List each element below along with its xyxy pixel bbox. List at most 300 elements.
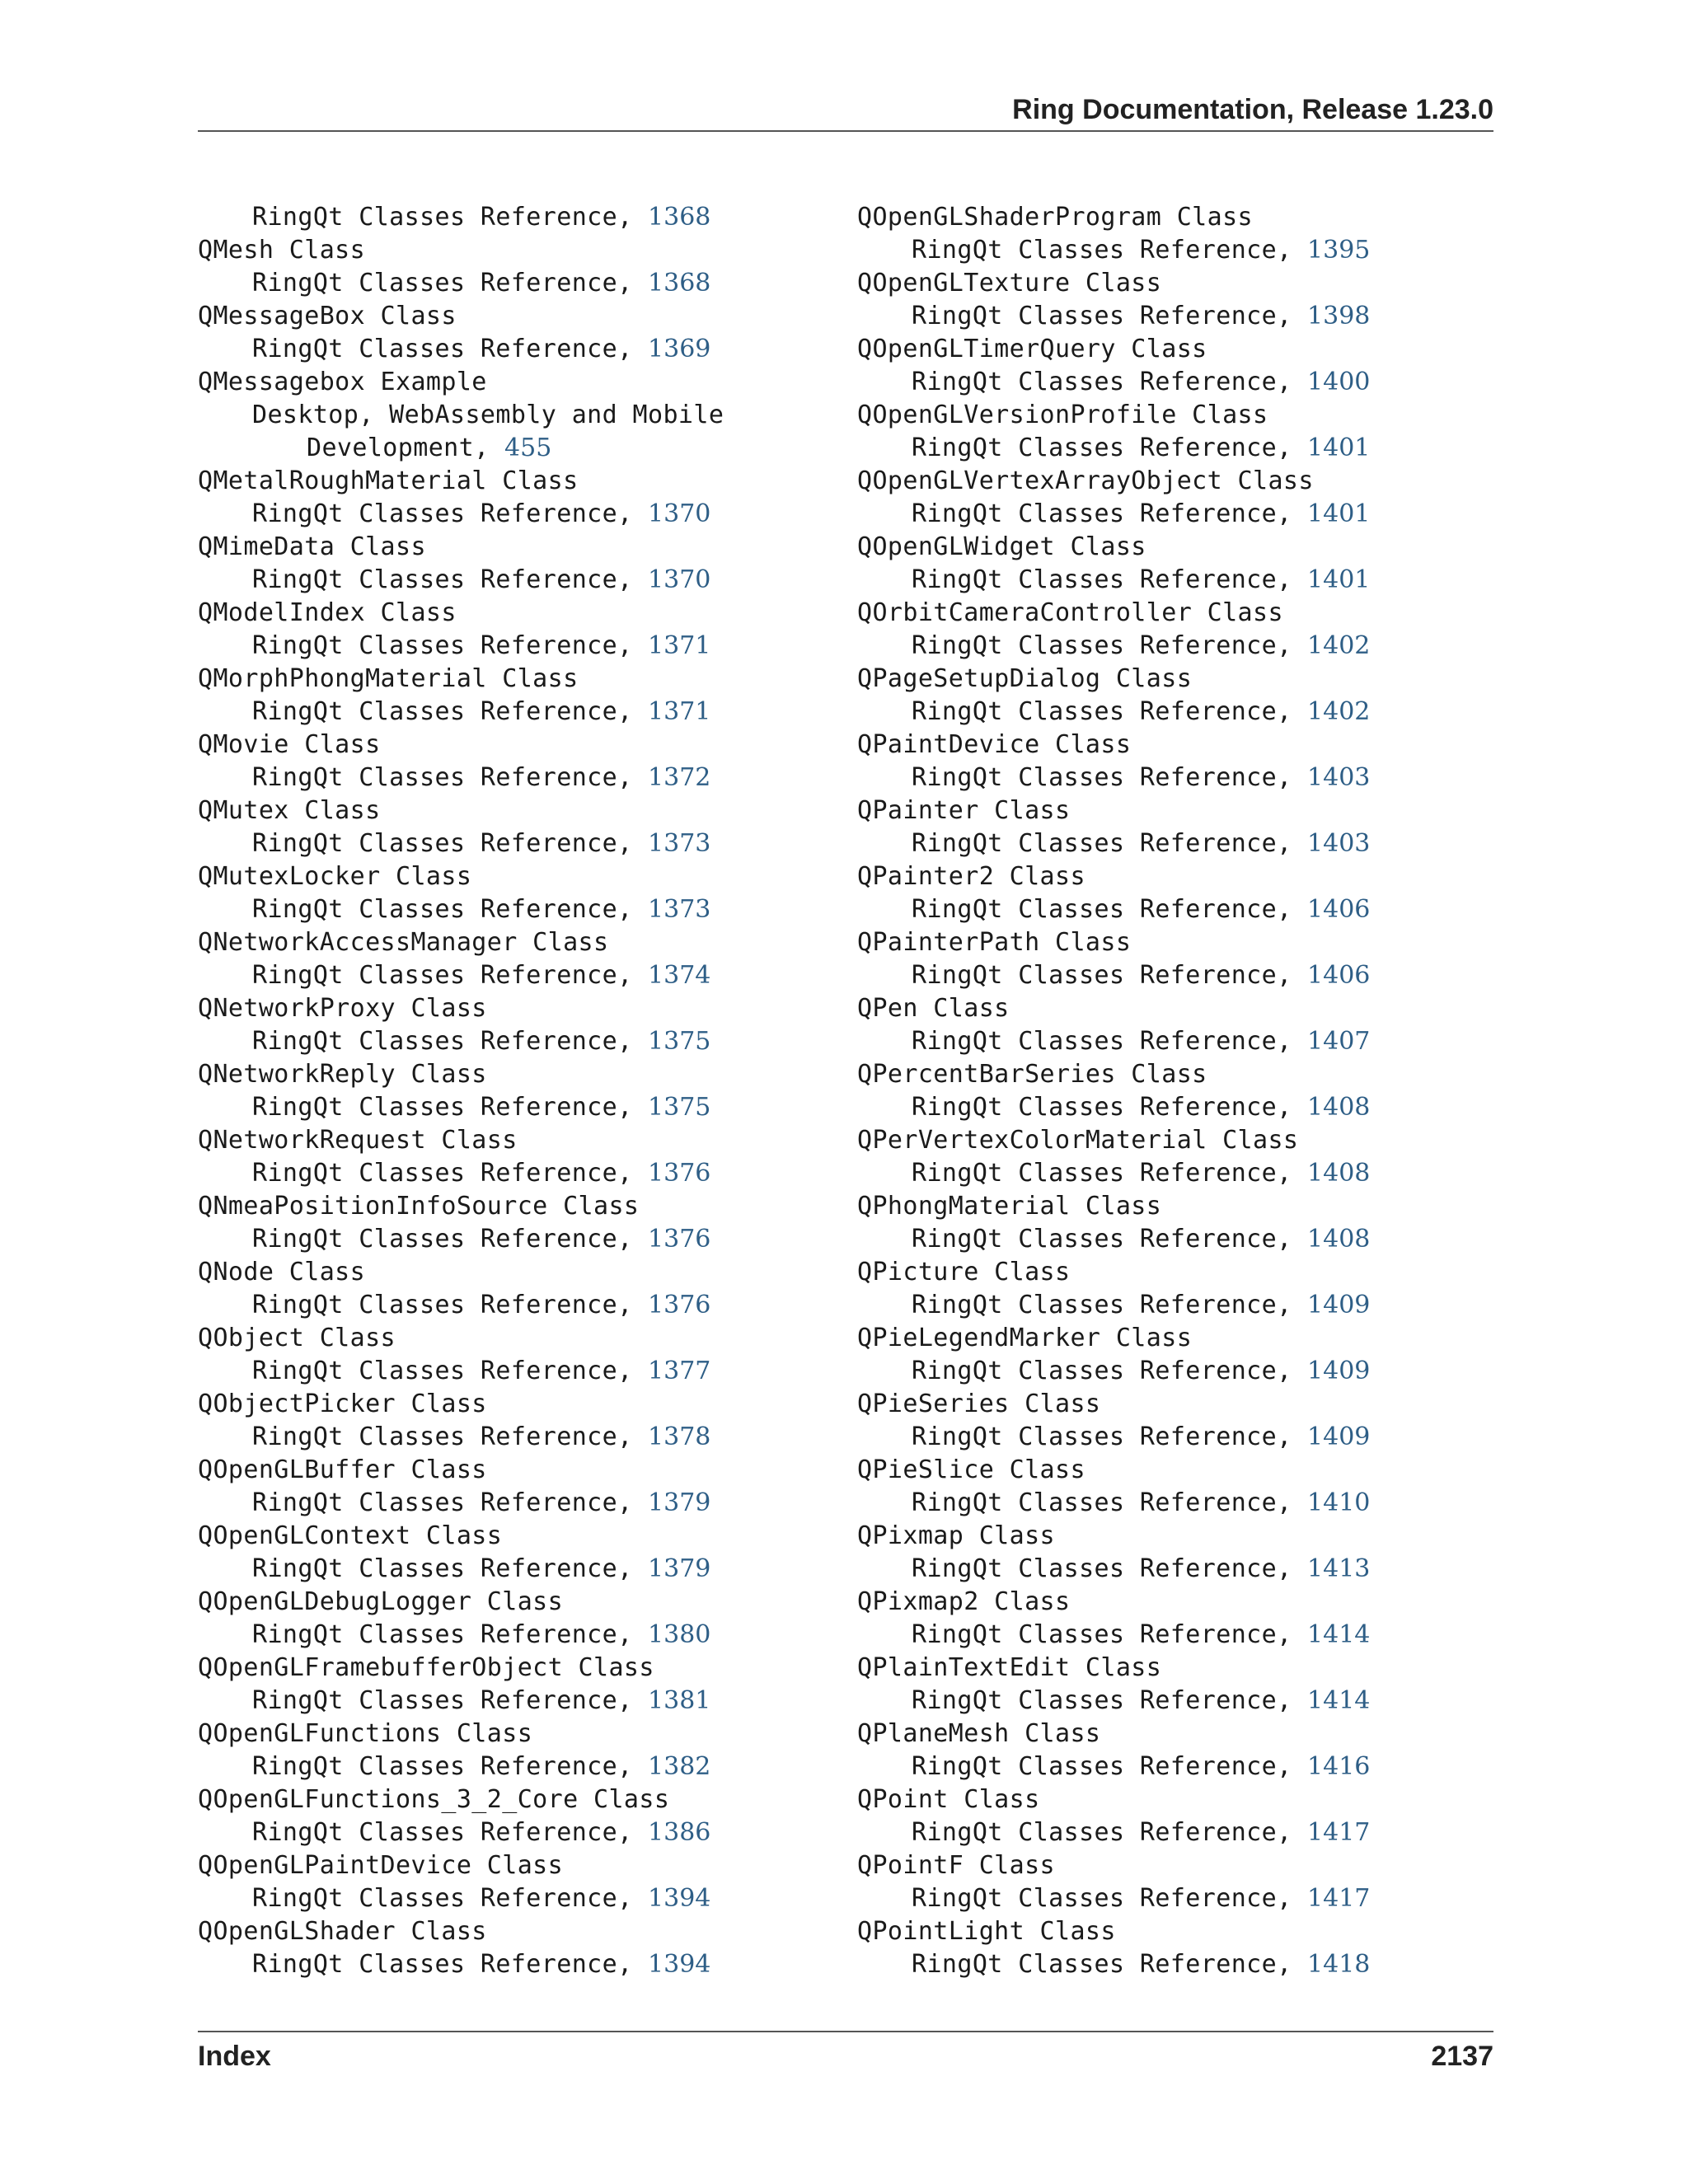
entry-text: RingQt Classes Reference [252, 1554, 618, 1583]
entry-text: QPainterPath Class [857, 928, 1132, 957]
index-subentry [857, 1289, 1484, 1322]
entry-text: QNmeaPositionInfoSource Class [198, 1192, 640, 1221]
entry-text: RingQt Classes Reference [252, 829, 618, 858]
page-reference-link[interactable]: 1369 [648, 335, 711, 363]
entry-separator: , [617, 697, 649, 726]
entry-separator: , [1277, 368, 1308, 396]
entry-separator: , [617, 1620, 649, 1649]
entry-separator: , [1277, 1752, 1308, 1781]
entry-text: RingQt Classes Reference [252, 1818, 618, 1847]
entry-text: QObject Class [198, 1324, 396, 1352]
index-subentry [198, 432, 824, 465]
page-reference-link[interactable]: 1372 [648, 763, 711, 792]
entry-text: QPainter2 Class [857, 862, 1085, 891]
index-entry [857, 1454, 1484, 1487]
entry-text: QPainter Class [857, 796, 1071, 825]
index-subentry [198, 1025, 824, 1058]
index-entry [857, 1652, 1484, 1685]
entry-text: QMessageBox Class [198, 302, 457, 330]
page-reference-link[interactable]: 1409 [1307, 1291, 1371, 1319]
page-reference-link[interactable]: 1375 [648, 1093, 711, 1122]
entry-separator: , [617, 829, 649, 858]
page-reference-link[interactable]: 1398 [1307, 302, 1371, 330]
page-reference-link[interactable]: 1370 [648, 499, 711, 528]
entry-text: RingQt Classes Reference [252, 895, 618, 924]
entry-text: RingQt Classes Reference [252, 1620, 618, 1649]
page-reference-link[interactable]: 1376 [648, 1225, 711, 1254]
index-subentry [198, 1816, 824, 1849]
index-entry [857, 663, 1484, 696]
page-header [198, 91, 1493, 132]
document-title: Ring Documentation, Release 1.23.0 [1012, 94, 1493, 125]
entry-text: RingQt Classes Reference [912, 697, 1278, 726]
index-entry [857, 1388, 1484, 1421]
index-entry [857, 926, 1484, 959]
index-entry [857, 992, 1484, 1025]
index-subentry [857, 1223, 1484, 1256]
entry-text: RingQt Classes Reference [252, 697, 618, 726]
page-reference-link[interactable]: 1376 [648, 1291, 711, 1319]
entry-separator: , [1277, 1225, 1308, 1254]
index-subentry [198, 1553, 824, 1586]
entry-separator: , [474, 434, 505, 462]
page-reference-link[interactable]: 1386 [648, 1818, 711, 1847]
entry-text: RingQt Classes Reference [912, 631, 1278, 660]
entry-separator: , [1277, 1357, 1308, 1385]
index-subentry [857, 630, 1484, 663]
index-subentry [198, 564, 824, 597]
index-entry [857, 1190, 1484, 1223]
page-reference-link[interactable]: 1368 [648, 203, 711, 232]
index-entry [857, 1124, 1484, 1157]
entry-text: RingQt Classes Reference [252, 1027, 618, 1056]
entry-separator: , [1277, 1027, 1308, 1056]
page-reference-link[interactable]: 1373 [648, 829, 711, 858]
entry-text: QPhongMaterial Class [857, 1192, 1162, 1221]
entry-text: RingQt Classes Reference [252, 961, 618, 990]
index-entry [198, 1718, 824, 1750]
page-reference-link[interactable]: 1374 [648, 961, 711, 990]
entry-separator: , [617, 1752, 649, 1781]
entry-text: QPixmap2 Class [857, 1587, 1071, 1616]
entry-text: RingQt Classes Reference [912, 895, 1278, 924]
index-entry [857, 729, 1484, 762]
entry-separator: , [617, 1159, 649, 1188]
index-subentry [857, 366, 1484, 399]
entry-text: RingQt Classes Reference [912, 1357, 1278, 1385]
entry-text: QMutexLocker Class [198, 862, 472, 891]
entry-text: QPercentBarSeries Class [857, 1060, 1207, 1089]
entry-text: QOpenGLShaderProgram Class [857, 203, 1253, 232]
entry-separator: , [1277, 302, 1308, 330]
entry-separator: , [617, 631, 649, 660]
entry-separator: , [617, 1357, 649, 1385]
index-subentry [198, 630, 824, 663]
index-entry [198, 860, 824, 893]
entry-text: QModelIndex Class [198, 598, 457, 627]
index-subentry [857, 1948, 1484, 1981]
index-subentry [198, 1421, 824, 1454]
index-entry [857, 1718, 1484, 1750]
index-column-left [198, 201, 824, 1981]
index-entry [857, 1586, 1484, 1619]
page-reference-link[interactable]: 1379 [648, 1488, 711, 1517]
index-entry [198, 1454, 824, 1487]
entry-separator: , [1277, 1422, 1308, 1451]
index-entry [857, 201, 1484, 234]
page-reference-link[interactable]: 1413 [1307, 1554, 1371, 1583]
index-entry [198, 300, 824, 333]
entry-separator: , [1277, 697, 1308, 726]
index-subentry [198, 696, 824, 729]
index-entry [198, 992, 824, 1025]
entry-text: RingQt Classes Reference [912, 1159, 1278, 1188]
entry-text: QNode Class [198, 1258, 366, 1286]
index-entry [857, 531, 1484, 564]
entry-text: QPieLegendMarker Class [857, 1324, 1193, 1352]
entry-text: RingQt Classes Reference [252, 631, 618, 660]
entry-text: RingQt Classes Reference [912, 1884, 1278, 1913]
entry-text: QOrbitCameraController Class [857, 598, 1283, 627]
index-subentry [857, 696, 1484, 729]
index-subentry [857, 432, 1484, 465]
entry-separator: , [617, 1884, 649, 1913]
page-reference-link[interactable]: 1394 [648, 1950, 711, 1979]
entry-separator: , [1277, 763, 1308, 792]
entry-separator: , [617, 499, 649, 528]
page-reference-link[interactable]: 1401 [1307, 565, 1371, 594]
entry-separator: , [1277, 1620, 1308, 1649]
index-subentry [198, 1289, 824, 1322]
index-subentry [198, 1223, 824, 1256]
index-entry [198, 1652, 824, 1685]
entry-text: QMutex Class [198, 796, 381, 825]
entry-text: QPixmap Class [857, 1521, 1055, 1550]
index-subentry [198, 1157, 824, 1190]
index-entry [198, 366, 824, 399]
entry-text: QPlaneMesh Class [857, 1719, 1101, 1748]
page-reference-link[interactable]: 1401 [1307, 434, 1371, 462]
index-entry [198, 1322, 824, 1355]
entry-separator: , [617, 1488, 649, 1517]
entry-text: QPoint Class [857, 1785, 1040, 1814]
page-reference-link[interactable]: 1370 [648, 565, 711, 594]
entry-separator: , [1277, 434, 1308, 462]
entry-text: QNetworkRequest Class [198, 1126, 518, 1155]
entry-separator: , [617, 1225, 649, 1254]
page-reference-link[interactable]: 1368 [648, 269, 711, 298]
page-reference-link[interactable]: 1403 [1307, 829, 1371, 858]
index-column-right [857, 201, 1484, 1981]
entry-text: QOpenGLWidget Class [857, 532, 1146, 561]
page-reference-link[interactable]: 1376 [648, 1159, 711, 1188]
entry-text: RingQt Classes Reference [912, 829, 1278, 858]
index-entry [198, 465, 824, 498]
page-reference-link[interactable]: 1408 [1307, 1159, 1371, 1188]
entry-separator: , [1277, 499, 1308, 528]
page-reference-link[interactable]: 1406 [1307, 895, 1371, 924]
entry-text: RingQt Classes Reference [912, 565, 1278, 594]
index-subentry [857, 827, 1484, 860]
entry-text: QOpenGLBuffer Class [198, 1455, 487, 1484]
index-subentry [857, 1025, 1484, 1058]
entry-text: QOpenGLShader Class [198, 1917, 487, 1946]
index-entry [857, 267, 1484, 300]
page-reference-link[interactable]: 1382 [648, 1752, 711, 1781]
page-reference-link[interactable]: 1407 [1307, 1027, 1371, 1056]
entry-text: RingQt Classes Reference [252, 1159, 618, 1188]
index-entry [857, 1849, 1484, 1882]
entry-text: RingQt Classes Reference [912, 368, 1278, 396]
index-subentry [198, 959, 824, 992]
page-reference-link[interactable]: 1373 [648, 895, 711, 924]
entry-text: QPlainTextEdit Class [857, 1653, 1162, 1682]
entry-separator: , [617, 335, 649, 363]
page-reference-link[interactable]: 1414 [1307, 1686, 1371, 1715]
entry-separator: , [1277, 1554, 1308, 1583]
entry-separator: , [617, 1422, 649, 1451]
page-reference-link[interactable]: 1406 [1307, 961, 1371, 990]
entry-separator: , [1277, 631, 1308, 660]
entry-separator: , [1277, 236, 1308, 265]
page-reference-link[interactable]: 1408 [1307, 1093, 1371, 1122]
entry-text: RingQt Classes Reference [912, 1686, 1278, 1715]
entry-text: RingQt Classes Reference [912, 302, 1278, 330]
page-reference-link[interactable]: 1414 [1307, 1620, 1371, 1649]
index-subentry [857, 1157, 1484, 1190]
entry-separator: , [1277, 829, 1308, 858]
page-reference-link[interactable]: 1381 [648, 1686, 711, 1715]
index-subentry [857, 893, 1484, 926]
index-subentry [857, 1091, 1484, 1124]
index-subentry [198, 1619, 824, 1652]
page-reference-link[interactable]: 1371 [648, 697, 711, 726]
index-entry [198, 1256, 824, 1289]
footer-section-label: Index [198, 2041, 271, 2072]
page-reference-link[interactable]: 1400 [1307, 368, 1371, 396]
index-entry [198, 663, 824, 696]
entry-text: QPen Class [857, 994, 1010, 1023]
index-subentry [857, 762, 1484, 794]
index-subentry [857, 1619, 1484, 1652]
index-subentry [857, 1487, 1484, 1520]
entry-text: QPageSetupDialog Class [857, 664, 1193, 693]
entry-text: RingQt Classes Reference [912, 1950, 1278, 1979]
entry-text: RingQt Classes Reference [912, 236, 1278, 265]
entry-text: RingQt Classes Reference [912, 1488, 1278, 1517]
entry-text: QOpenGLFunctions_3_2_Core Class [198, 1785, 670, 1814]
entry-text: QOpenGLVertexArrayObject Class [857, 466, 1314, 495]
index-subentry [198, 827, 824, 860]
page-reference-link[interactable]: 1403 [1307, 763, 1371, 792]
entry-text: QPieSeries Class [857, 1390, 1101, 1418]
entry-text: Desktop, WebAssembly and Mobile [252, 401, 724, 429]
entry-separator: , [1277, 1884, 1308, 1913]
entry-text: QOpenGLFramebufferObject Class [198, 1653, 654, 1682]
index-entry [857, 1520, 1484, 1553]
index-subentry [857, 1355, 1484, 1388]
index-entry [857, 399, 1484, 432]
entry-text: RingQt Classes Reference [252, 1422, 618, 1451]
entry-text: RingQt Classes Reference [912, 1818, 1278, 1847]
entry-text: RingQt Classes Reference [252, 1884, 618, 1913]
index-entry [198, 729, 824, 762]
entry-separator: , [617, 1818, 649, 1847]
page-reference-link[interactable]: 1377 [648, 1357, 711, 1385]
entry-text: RingQt Classes Reference [912, 1422, 1278, 1451]
index-entry [198, 531, 824, 564]
index-subentry [198, 1948, 824, 1981]
page-reference-link[interactable]: 1402 [1307, 697, 1371, 726]
entry-text: RingQt Classes Reference [912, 1752, 1278, 1781]
index-subentry [198, 1091, 824, 1124]
page-reference-link[interactable]: 1410 [1307, 1488, 1371, 1517]
entry-text: QPieSlice Class [857, 1455, 1085, 1484]
page-reference-link[interactable]: 1395 [1307, 236, 1371, 265]
entry-separator: , [1277, 1686, 1308, 1715]
entry-text: QNetworkReply Class [198, 1060, 487, 1089]
entry-text: QMesh Class [198, 236, 366, 265]
index-entry [857, 1322, 1484, 1355]
index-subentry [857, 234, 1484, 267]
index-subentry [198, 1487, 824, 1520]
entry-text: QMimeData Class [198, 532, 426, 561]
entry-text: QOpenGLContext Class [198, 1521, 503, 1550]
page-reference-link[interactable]: 1371 [648, 631, 711, 660]
entry-text: RingQt Classes Reference [252, 1093, 618, 1122]
entry-separator: , [1277, 1291, 1308, 1319]
page-reference-link[interactable]: 1375 [648, 1027, 711, 1056]
entry-text: Development [307, 434, 475, 462]
index-entry [857, 794, 1484, 827]
index-entry [198, 1388, 824, 1421]
entry-separator: , [617, 565, 649, 594]
entry-separator: , [617, 1291, 649, 1319]
page-reference-link[interactable]: 455 [504, 434, 552, 462]
page-reference-link[interactable]: 1417 [1307, 1818, 1371, 1847]
index-subentry [198, 893, 824, 926]
entry-text: RingQt Classes Reference [912, 763, 1278, 792]
page-number: 2137 [1431, 2041, 1493, 2072]
entry-separator: , [617, 269, 649, 298]
entry-text: RingQt Classes Reference [912, 1225, 1278, 1254]
entry-separator: , [617, 203, 649, 232]
entry-text: QMovie Class [198, 730, 381, 759]
page-reference-link[interactable]: 1409 [1307, 1357, 1371, 1385]
index-entry [857, 1783, 1484, 1816]
entry-text: RingQt Classes Reference [912, 1027, 1278, 1056]
entry-separator: , [617, 1027, 649, 1056]
index-entry [198, 234, 824, 267]
index-entry [198, 1058, 824, 1091]
entry-text: QObjectPicker Class [198, 1390, 487, 1418]
entry-text: RingQt Classes Reference [252, 499, 618, 528]
entry-separator: , [617, 1093, 649, 1122]
entry-text: QMorphPhongMaterial Class [198, 664, 579, 693]
page-reference-link[interactable]: 1380 [648, 1620, 711, 1649]
entry-text: QPaintDevice Class [857, 730, 1132, 759]
entry-text: RingQt Classes Reference [252, 1291, 618, 1319]
entry-text: RingQt Classes Reference [912, 1093, 1278, 1122]
index-entry [857, 333, 1484, 366]
entry-text: QOpenGLPaintDevice Class [198, 1851, 564, 1880]
page-reference-link[interactable]: 1378 [648, 1422, 711, 1451]
index-subentry [857, 564, 1484, 597]
index-subentry [857, 1750, 1484, 1783]
index-entry [198, 1190, 824, 1223]
entry-separator: , [617, 1686, 649, 1715]
entry-text: RingQt Classes Reference [252, 203, 618, 232]
entry-text: QMetalRoughMaterial Class [198, 466, 579, 495]
entry-text: QOpenGLFunctions Class [198, 1719, 533, 1748]
entry-text: RingQt Classes Reference [912, 961, 1278, 990]
index-subentry [198, 1685, 824, 1718]
index-entry [857, 1256, 1484, 1289]
entry-text: QPointF Class [857, 1851, 1055, 1880]
index-entry [857, 1058, 1484, 1091]
entry-separator: , [1277, 1488, 1308, 1517]
entry-text: QMessagebox Example [198, 368, 487, 396]
entry-text: QOpenGLTexture Class [857, 269, 1162, 298]
footer-divider [198, 2031, 1493, 2032]
page-reference-link[interactable]: 1401 [1307, 499, 1371, 528]
page-reference-link[interactable]: 1402 [1307, 631, 1371, 660]
index-subentry [857, 1816, 1484, 1849]
entry-text: RingQt Classes Reference [252, 335, 618, 363]
index-subentry [198, 267, 824, 300]
page-reference-link[interactable]: 1379 [648, 1554, 711, 1583]
entry-text: RingQt Classes Reference [912, 1554, 1278, 1583]
index-subentry [198, 333, 824, 366]
page-reference-link[interactable]: 1394 [648, 1884, 711, 1913]
index-subentry [857, 1421, 1484, 1454]
entry-text: RingQt Classes Reference [252, 1752, 618, 1781]
entry-text: RingQt Classes Reference [252, 565, 618, 594]
entry-text: RingQt Classes Reference [252, 1488, 618, 1517]
entry-separator: , [1277, 1950, 1308, 1979]
page-reference-link[interactable]: 1409 [1307, 1422, 1371, 1451]
entry-text: RingQt Classes Reference [252, 1686, 618, 1715]
index-entry [198, 1849, 824, 1882]
entry-text: QOpenGLVersionProfile Class [857, 401, 1268, 429]
index-subentry [198, 201, 824, 234]
index-subentry [198, 399, 824, 432]
entry-separator: , [617, 1950, 649, 1979]
index-subentry [857, 1685, 1484, 1718]
page-reference-link[interactable]: 1408 [1307, 1225, 1371, 1254]
page-reference-link[interactable]: 1416 [1307, 1752, 1371, 1781]
entry-separator: , [1277, 565, 1308, 594]
index-entry [198, 794, 824, 827]
page-reference-link[interactable]: 1417 [1307, 1884, 1371, 1913]
index-subentry [857, 498, 1484, 531]
index-subentry [198, 1882, 824, 1915]
entry-separator: , [617, 961, 649, 990]
entry-separator: , [1277, 895, 1308, 924]
entry-text: RingQt Classes Reference [912, 1620, 1278, 1649]
index-entry [198, 1586, 824, 1619]
index-subentry [198, 1750, 824, 1783]
index-subentry [198, 762, 824, 794]
entry-separator: , [617, 763, 649, 792]
index-subentry [857, 1553, 1484, 1586]
index-entry [198, 1520, 824, 1553]
entry-separator: , [1277, 1818, 1308, 1847]
index-entry [198, 1915, 824, 1948]
entry-text: QNetworkAccessManager Class [198, 928, 609, 957]
page-reference-link[interactable]: 1418 [1307, 1950, 1371, 1979]
entry-separator: , [1277, 1093, 1308, 1122]
